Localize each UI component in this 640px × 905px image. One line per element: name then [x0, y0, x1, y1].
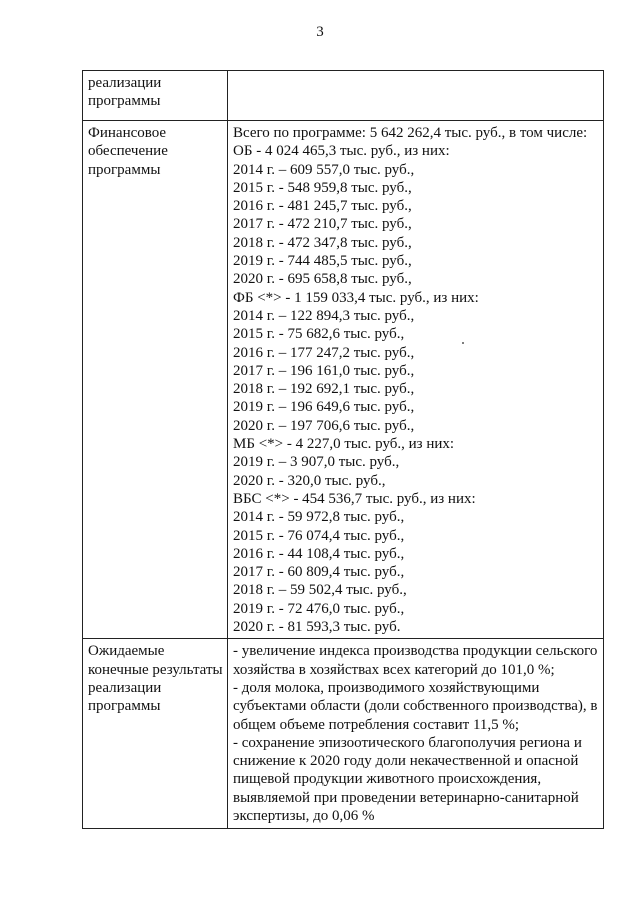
- funding-line: 2014 г. – 122 894,3 тыс. руб.,: [233, 307, 415, 324]
- funding-line: 2017 г. – 196 161,0 тыс. руб.,: [233, 362, 415, 379]
- funding-line: 2020 г. - 81 593,3 тыс. руб.: [233, 619, 401, 636]
- funding-line: 2020 г. - 695 658,8 тыс. руб.,: [233, 271, 412, 288]
- funding-line: 2020 г. – 197 706,6 тыс. руб.,: [233, 417, 415, 434]
- row-content-cell: [228, 639, 604, 829]
- row-label-line: обеспечение: [88, 143, 168, 160]
- row-label-line: реализации: [88, 679, 162, 696]
- funding-line: 2017 г. - 472 210,7 тыс. руб.,: [233, 216, 412, 233]
- row-label-line: реализации: [88, 75, 162, 91]
- funding-line: 2016 г. - 481 245,7 тыс. руб.,: [233, 198, 412, 215]
- row-label-cell: [83, 71, 228, 121]
- funding-line: 2015 г. - 548 959,8 тыс. руб.,: [233, 179, 412, 196]
- row-label-line: конечные результаты: [88, 661, 223, 678]
- program-passport-table: [82, 70, 604, 829]
- row-label-line: Финансовое: [88, 125, 167, 141]
- row-label-line: Ожидаемые: [88, 643, 165, 660]
- funding-line: 2020 г. - 320,0 тыс. руб.,: [233, 472, 386, 489]
- result-item: - доля молока, производимого хозяйствующими субъектами области (доли собственного производства), в общем объеме потребления составит 11,5 %;: [233, 679, 598, 733]
- funding-line: 2016 г. – 177 247,2 тыс. руб.,: [233, 344, 415, 361]
- funding-line: 2015 г. - 76 074,4 тыс. руб.,: [233, 527, 405, 544]
- funding-line: 2017 г. - 60 809,4 тыс. руб.,: [233, 564, 405, 581]
- funding-line: 2019 г. - 72 476,0 тыс. руб.,: [233, 600, 405, 617]
- funding-line: 2018 г. – 192 692,1 тыс. руб.,: [233, 381, 415, 398]
- funding-line: 2019 г. - 744 485,5 тыс. руб.,: [233, 253, 412, 270]
- table-row: [83, 71, 604, 121]
- funding-line: МБ <*> - 4 227,0 тыс. руб., из них:: [233, 436, 455, 453]
- funding-line: Всего по программе: 5 642 262,4 тыс. руб., в том числе:: [233, 125, 588, 141]
- row-label-cell: [83, 121, 228, 639]
- row-content-cell: [228, 71, 604, 121]
- row-content-cell: [228, 121, 604, 639]
- table-row: [83, 121, 604, 639]
- row-label-line: программы: [88, 698, 161, 715]
- row-label-line: программы: [88, 93, 161, 110]
- funding-line: 2018 г. – 59 502,4 тыс. руб.,: [233, 582, 407, 599]
- scan-speck: [462, 342, 464, 344]
- row-label-line: программы: [88, 161, 161, 178]
- funding-line: 2014 г. - 59 972,8 тыс. руб.,: [233, 509, 405, 526]
- page-number: 3: [316, 24, 324, 40]
- funding-line: 2016 г. - 44 108,4 тыс. руб.,: [233, 545, 405, 562]
- result-item: - сохранение эпизоотического благополучия региона и снижение к 2020 году доли некачественной и опасной пищевой продукции животного происхождения, выявляемой при проведении ветеринарно-санитарной экспертизы, до 0,06 %: [233, 734, 582, 824]
- funding-line: ОБ - 4 024 465,3 тыс. руб., из них:: [233, 143, 450, 160]
- funding-line: ФБ <*> - 1 159 033,4 тыс. руб., из них:: [233, 289, 479, 306]
- funding-line: 2015 г. - 75 682,6 тыс. руб.,: [233, 326, 405, 343]
- funding-line: 2019 г. – 3 907,0 тыс. руб.,: [233, 454, 400, 471]
- funding-line: 2019 г. – 196 649,6 тыс. руб.,: [233, 399, 415, 416]
- result-item: - увеличение индекса производства продукции сельского хозяйства в хозяйствах всех категорий до 101,0 %;: [233, 643, 598, 678]
- row-label-cell: [83, 639, 228, 829]
- funding-line: 2018 г. - 472 347,8 тыс. руб.,: [233, 234, 412, 251]
- funding-line: ВБС <*> - 454 536,7 тыс. руб., из них:: [233, 490, 476, 507]
- table-row: [83, 639, 604, 829]
- funding-line: 2014 г. – 609 557,0 тыс. руб.,: [233, 161, 415, 178]
